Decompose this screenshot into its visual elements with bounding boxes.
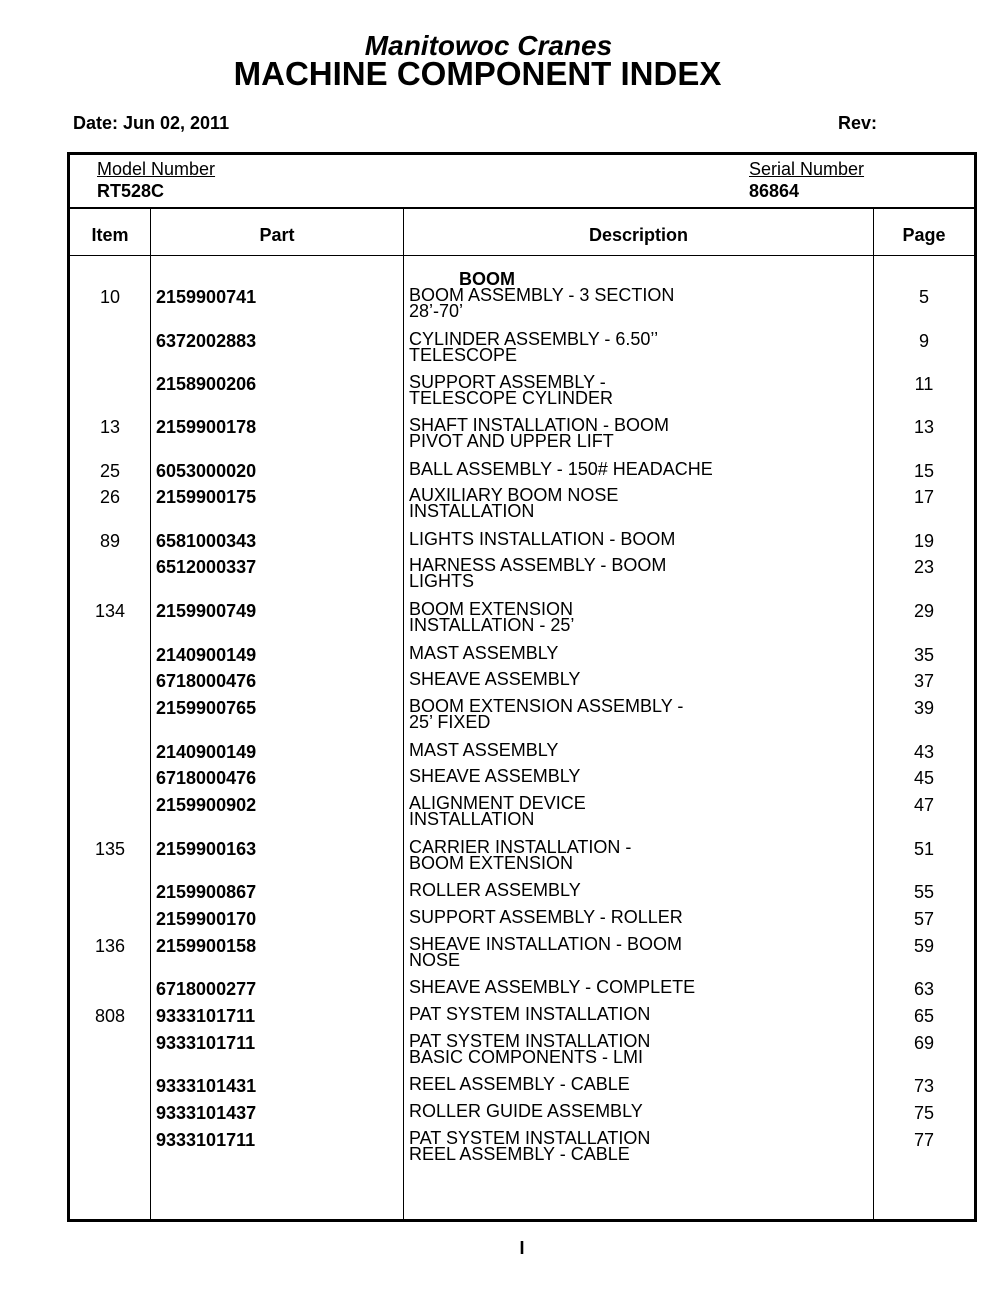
part-number: 2159900902 — [156, 795, 257, 815]
description-line: PAT SYSTEM INSTALLATION — [409, 1128, 651, 1148]
part-description — [409, 909, 729, 925]
description-line: LIGHTS — [409, 571, 475, 591]
description-line: PIVOT AND UPPER LIFT — [409, 431, 614, 451]
part-number: 9333101711 — [156, 1033, 256, 1053]
item-number: 10 — [99, 287, 121, 307]
column-divider — [150, 208, 151, 1219]
part-number: 2158900206 — [156, 374, 257, 394]
page-reference: 77 — [913, 1130, 935, 1150]
column-header-page: Page — [902, 225, 946, 245]
column-header-description: Description — [588, 225, 689, 245]
page-reference: 13 — [913, 417, 935, 437]
page-reference: 69 — [913, 1033, 935, 1053]
page-reference: 35 — [913, 645, 935, 665]
part-description — [409, 742, 729, 758]
description-line: PAT SYSTEM INSTALLATION — [409, 1031, 651, 1051]
part-description — [409, 1103, 729, 1119]
part-description — [409, 374, 729, 406]
page-reference: 15 — [913, 461, 935, 481]
page-reference: 37 — [913, 671, 935, 691]
description-line: REEL ASSEMBLY - CABLE — [409, 1144, 630, 1164]
part-number: 6581000343 — [156, 531, 257, 551]
part-number: 6718000476 — [156, 768, 257, 788]
item-number: 89 — [99, 531, 121, 551]
part-description — [409, 287, 729, 319]
part-number: 2159900175 — [156, 487, 257, 507]
description-line: BALL ASSEMBLY - 150# HEADACHE — [409, 459, 713, 479]
revision-label: Rev: — [838, 113, 878, 133]
description-line: TELESCOPE CYLINDER — [409, 388, 614, 408]
item-number: 26 — [99, 487, 121, 507]
part-description — [409, 979, 729, 995]
model-number-value: RT528C — [97, 181, 165, 201]
part-description — [409, 461, 729, 477]
description-line: BOOM EXTENSION — [409, 853, 574, 873]
item-number: 135 — [94, 839, 126, 859]
page-reference: 29 — [913, 601, 935, 621]
description-line: MAST ASSEMBLY — [409, 643, 559, 663]
column-header-item: Item — [91, 225, 129, 245]
description-line: INSTALLATION - 25’ — [409, 615, 575, 635]
part-number: 2159900765 — [156, 698, 257, 718]
description-line: AUXILIARY BOOM NOSE — [409, 485, 619, 505]
description-line: SHEAVE ASSEMBLY — [409, 669, 581, 689]
page-reference: 11 — [914, 374, 934, 394]
description-line: ALIGNMENT DEVICE — [409, 793, 586, 813]
description-line: BOOM EXTENSION — [409, 599, 574, 619]
part-number: 2159900749 — [156, 601, 257, 621]
description-line: NOSE — [409, 950, 461, 970]
page-reference: 51 — [913, 839, 935, 859]
part-description — [409, 601, 729, 633]
part-description — [409, 671, 729, 687]
column-header-part: Part — [259, 225, 295, 245]
description-line: BOOM ASSEMBLY - 3 SECTION — [409, 285, 675, 305]
page-reference: 63 — [913, 979, 935, 999]
page-reference: 73 — [913, 1076, 935, 1096]
item-number: 136 — [94, 936, 126, 956]
part-description — [409, 882, 729, 898]
page-reference: 45 — [913, 768, 935, 788]
part-number: 2140900149 — [156, 645, 257, 665]
item-number: 808 — [94, 1006, 126, 1026]
part-number: 6053000020 — [156, 461, 257, 481]
part-description — [409, 936, 729, 968]
description-line: HARNESS ASSEMBLY - BOOM — [409, 555, 667, 575]
page-reference: 19 — [913, 531, 935, 551]
document-title: MACHINE COMPONENT INDEX — [233, 55, 722, 92]
description-line: CARRIER INSTALLATION - — [409, 837, 632, 857]
description-line: INSTALLATION — [409, 501, 535, 521]
part-number: 2140900149 — [156, 742, 257, 762]
page-reference: 9 — [918, 331, 929, 351]
part-description — [409, 839, 729, 871]
description-line: MAST ASSEMBLY — [409, 740, 559, 760]
part-description — [409, 1006, 729, 1022]
part-description — [409, 698, 729, 730]
description-line: 28’-70’ — [409, 301, 464, 321]
date-label: Date: Jun 02, 2011 — [73, 113, 230, 133]
part-description — [409, 417, 729, 449]
description-line: SHEAVE INSTALLATION - BOOM — [409, 934, 683, 954]
part-description — [409, 557, 729, 589]
part-number: 2159900178 — [156, 417, 257, 437]
page-reference: 47 — [913, 795, 935, 815]
column-header-divider — [70, 255, 974, 256]
page-reference: 39 — [913, 698, 935, 718]
part-description — [409, 768, 729, 784]
description-line: BOOM EXTENSION ASSEMBLY - — [409, 696, 684, 716]
description-line: ROLLER ASSEMBLY — [409, 880, 581, 900]
description-line: CYLINDER ASSEMBLY - 6.50’’ — [409, 329, 659, 349]
description-line: PAT SYSTEM INSTALLATION — [409, 1004, 651, 1024]
column-divider — [403, 208, 404, 1219]
page-reference: 17 — [913, 487, 935, 507]
part-number: 9333101711 — [156, 1130, 256, 1150]
section-heading: BOOM — [459, 269, 515, 289]
description-line: SUPPORT ASSEMBLY - ROLLER — [409, 907, 683, 927]
part-number: 6372002883 — [156, 331, 257, 351]
part-description — [409, 645, 729, 661]
part-description — [409, 1033, 729, 1065]
page-number: I — [519, 1238, 525, 1258]
description-line: ROLLER GUIDE ASSEMBLY — [409, 1101, 643, 1121]
part-description — [409, 531, 729, 547]
part-number: 2159900163 — [156, 839, 257, 859]
part-number: 2159900741 — [156, 287, 257, 307]
description-line: BASIC COMPONENTS - LMI — [409, 1047, 644, 1067]
part-number: 6718000476 — [156, 671, 257, 691]
serial-number-value: 86864 — [749, 181, 800, 201]
page-reference: 5 — [918, 287, 929, 307]
description-line: SHEAVE ASSEMBLY — [409, 766, 581, 786]
description-line: SHAFT INSTALLATION - BOOM — [409, 415, 670, 435]
part-number: 2159900867 — [156, 882, 257, 902]
page-reference: 75 — [913, 1103, 935, 1123]
part-number: 9333101711 — [156, 1006, 256, 1026]
page-reference: 59 — [913, 936, 935, 956]
part-description — [409, 795, 729, 827]
description-line: TELESCOPE — [409, 345, 518, 365]
description-line: INSTALLATION — [409, 809, 535, 829]
company-name: Manitowoc Cranes — [364, 30, 613, 61]
page-reference: 65 — [913, 1006, 935, 1026]
serial-number-label: Serial Number — [749, 159, 865, 179]
page-reference: 55 — [913, 882, 935, 902]
model-number-label: Model Number — [97, 159, 216, 179]
item-number: 13 — [99, 417, 121, 437]
component-index-table — [67, 152, 977, 1222]
part-number: 9333101431 — [156, 1076, 257, 1096]
part-number: 6718000277 — [156, 979, 257, 999]
description-line: REEL ASSEMBLY - CABLE — [409, 1074, 630, 1094]
part-number: 2159900158 — [156, 936, 257, 956]
part-description — [409, 1076, 729, 1092]
page-reference: 23 — [913, 557, 935, 577]
description-line: 25’ FIXED — [409, 712, 491, 732]
item-number: 25 — [99, 461, 121, 481]
part-number: 6512000337 — [156, 557, 257, 577]
description-line: SUPPORT ASSEMBLY - — [409, 372, 606, 392]
description-line: LIGHTS INSTALLATION - BOOM — [409, 529, 676, 549]
part-number: 2159900170 — [156, 909, 257, 929]
page-reference: 57 — [913, 909, 935, 929]
part-description — [409, 1130, 729, 1162]
header-divider — [70, 207, 974, 209]
description-line: SHEAVE ASSEMBLY - COMPLETE — [409, 977, 696, 997]
part-description — [409, 487, 729, 519]
part-number: 9333101437 — [156, 1103, 257, 1123]
page-reference: 43 — [913, 742, 935, 762]
part-description — [409, 331, 729, 363]
item-number: 134 — [94, 601, 126, 621]
